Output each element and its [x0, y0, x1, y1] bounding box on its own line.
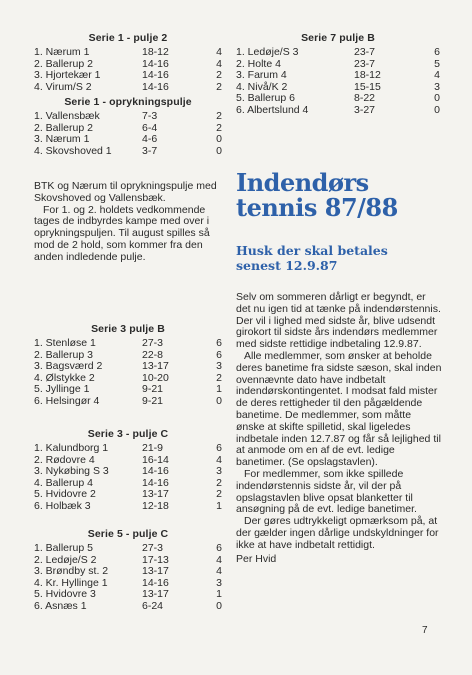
points: 3 [216, 465, 222, 478]
section-title: Serie 3 pulje B [91, 323, 165, 335]
score: 9-21 [142, 394, 164, 407]
team-name: 5. Hvidovre 2 [34, 488, 96, 501]
article-paragraph: Selv om sommeren dårligt er begyndt, er det nu igen tid at tænke på indendørstennis. Der vil i lighed med sidste år, blive udsendt girokort til sidste års indendørs medlemmer med sidste rettidige indbetaling 12.9.87. [236, 291, 441, 351]
team-name: 1. Ledøje/S 3 [236, 46, 299, 58]
score: 6-4 [142, 121, 158, 134]
team-name: 4. Nivå/K 2 [236, 80, 288, 93]
points: 2 [216, 110, 222, 122]
score: 27-3 [142, 542, 164, 554]
points: 4 [216, 565, 222, 578]
score: 22-8 [142, 348, 164, 361]
table-row [34, 501, 222, 513]
table-row [34, 82, 222, 94]
team-name: 3. Nærum 1 [34, 133, 90, 146]
score: 27-3 [142, 337, 164, 349]
score: 4-6 [142, 133, 158, 146]
score: 8-22 [354, 92, 376, 105]
standings-serie3-puljeB [34, 323, 222, 408]
score: 10-20 [142, 371, 169, 384]
table-row [34, 338, 222, 350]
table-row [236, 47, 440, 59]
points: 2 [216, 488, 222, 501]
score: 21-9 [142, 442, 164, 454]
article-paragraph: For medlemmer, som ikke spillede indendørstennis sidste år, vil der på opslagstavlen blive opsat blanketter til ansøgning på de evt. ledige banetimer. [236, 467, 417, 516]
subhead-line: senest 12.9.87 [236, 258, 338, 273]
team-name: 6. Helsingør 4 [34, 394, 100, 407]
table-row [236, 105, 440, 117]
article-paragraph: Der gøres udtrykkeligt opmærksom på, at der gælder ingen dårlige undskyldninger for ikke at have indbetalt rettidigt. [236, 515, 439, 551]
section-title: Serie 3 - pulje C [87, 428, 169, 440]
points: 4 [216, 57, 222, 70]
score: 23-7 [354, 57, 376, 70]
points: 6 [216, 442, 222, 454]
score: 6-24 [142, 599, 164, 612]
points: 0 [434, 103, 440, 116]
standings-table [34, 47, 222, 93]
score: 16-14 [142, 453, 169, 466]
team-name: 2. Holte 4 [236, 57, 281, 70]
points: 0 [216, 133, 222, 146]
team-name: 2. Ballerup 3 [34, 348, 93, 361]
standings-serie3-puljeC [34, 428, 222, 513]
points: 0 [216, 599, 222, 612]
points: 3 [216, 576, 222, 589]
score: 17-13 [142, 553, 169, 566]
table-row [34, 396, 222, 408]
table-row [34, 601, 222, 613]
subhead-line: Husk der skal betales [236, 243, 388, 258]
score: 3-7 [142, 144, 158, 157]
team-name: 2. Ballerup 2 [34, 121, 93, 134]
points: 6 [434, 46, 440, 58]
score: 13-17 [142, 565, 169, 578]
points: 2 [216, 121, 222, 134]
team-name: 4. Virum/S 2 [34, 80, 92, 93]
author-signature: Per Hvid [236, 552, 277, 565]
points: 0 [434, 92, 440, 105]
team-name: 1. Stenløse 1 [34, 337, 96, 349]
standings-table [34, 443, 222, 513]
score: 13-17 [142, 488, 169, 501]
note-block [34, 181, 222, 264]
score: 14-16 [142, 80, 169, 93]
team-name: 3. Brøndby st. 2 [34, 565, 109, 578]
score: 12-18 [142, 499, 169, 512]
score: 9-21 [142, 383, 164, 396]
points: 1 [216, 588, 222, 601]
team-name: 6. Albertslund 4 [236, 103, 309, 116]
table-row [34, 443, 222, 455]
table-row [34, 146, 222, 158]
points: 0 [216, 144, 222, 157]
standings-table [34, 338, 222, 408]
team-name: 2. Ballerup 2 [34, 57, 93, 70]
team-name: 5. Hvidovre 3 [34, 588, 96, 601]
score: 18-12 [354, 69, 381, 82]
team-name: 6. Holbæk 3 [34, 499, 91, 512]
section-title: Serie 7 pulje B [301, 32, 375, 44]
note-paragraph: For 1. og 2. holdets vedkommende tages de indbyrdes kampe med over i oprykningspuljen. Til august spilles så mod de 2 hold, som kommer fra den anden indledende pulje. [34, 203, 210, 263]
article-body [236, 292, 442, 565]
points: 2 [216, 80, 222, 93]
team-name: 4. Kr. Hyllinge 1 [34, 576, 108, 589]
score: 3-27 [354, 103, 376, 116]
article-paragraph: Alle medlemmer, som ønsker at beholde deres banetime fra sidste sæson, skal inden ovennævnte dato have indbetalt indendørskontingentet. I modsat fald mister de deres rettigheder til den pågældende banetime. De medlemmer, som måtte ønske at skifte spilletid, skal ligeledes indbetale inden 12.7.87 og får så lejlighed til at anmode om en af de evt. ledige banetimer. (Se opslagstavlen). [236, 349, 442, 469]
team-name: 2. Rødovre 4 [34, 453, 95, 466]
team-name: 5. Ballerup 6 [236, 92, 295, 105]
article-subheading [236, 243, 388, 273]
score: 14-16 [142, 57, 169, 70]
points: 4 [216, 553, 222, 566]
points: 6 [216, 348, 222, 361]
team-name: 1. Vallensbæk [34, 110, 100, 122]
points: 6 [216, 542, 222, 554]
section-title: Serie 1 - pulje 2 [88, 32, 168, 44]
points: 6 [216, 337, 222, 349]
standings-table [34, 111, 222, 157]
standings-serie7-puljeB [236, 32, 440, 117]
team-name: 2. Ledøje/S 2 [34, 553, 97, 566]
note-paragraph: BTK og Nærum til oprykningspulje med Skovshoved og Vallensbæk. [34, 180, 217, 204]
standings-serie5-puljeC [34, 528, 222, 613]
team-name: 4. Skovshoved 1 [34, 144, 112, 157]
points: 4 [216, 453, 222, 466]
headline-line: tennis 87/88 [236, 193, 398, 222]
points: 1 [216, 499, 222, 512]
table-row [34, 111, 222, 123]
score: 13-17 [142, 588, 169, 601]
score: 15-15 [354, 80, 381, 93]
team-name: 4. Ølstykke 2 [34, 371, 95, 384]
points: 3 [216, 360, 222, 373]
article-headline [236, 170, 398, 220]
score: 14-16 [142, 465, 169, 478]
score: 14-16 [142, 576, 169, 589]
points: 0 [216, 394, 222, 407]
score: 13-17 [142, 360, 169, 373]
standings-serie1-pulje2 [34, 32, 222, 93]
standings-table [236, 47, 440, 117]
score: 23-7 [354, 46, 376, 58]
table-row [34, 47, 222, 59]
standings-table [34, 543, 222, 613]
points: 4 [216, 46, 222, 58]
points: 2 [216, 476, 222, 489]
team-name: 4. Ballerup 4 [34, 476, 93, 489]
team-name: 1. Nærum 1 [34, 46, 90, 58]
team-name: 1. Ballerup 5 [34, 542, 93, 554]
team-name: 6. Asnæs 1 [34, 599, 87, 612]
team-name: 5. Jyllinge 1 [34, 383, 90, 396]
team-name: 3. Nykøbing S 3 [34, 465, 109, 478]
score: 14-16 [142, 476, 169, 489]
score: 18-12 [142, 46, 169, 58]
table-row [34, 543, 222, 555]
team-name: 3. Farum 4 [236, 69, 287, 82]
headline-line: Indendørs [236, 168, 369, 197]
points: 2 [216, 69, 222, 82]
section-title: Serie 5 - pulje C [87, 528, 169, 540]
team-name: 1. Kalundborg 1 [34, 442, 109, 454]
points: 2 [216, 371, 222, 384]
points: 1 [216, 383, 222, 396]
score: 7-3 [142, 110, 158, 122]
team-name: 3. Hjortekær 1 [34, 69, 101, 82]
points: 4 [434, 69, 440, 82]
team-name: 3. Bagsværd 2 [34, 360, 103, 373]
section-title: Serie 1 - oprykningspulje [64, 96, 192, 108]
page-number: 7 [422, 625, 428, 636]
points: 3 [434, 80, 440, 93]
score: 14-16 [142, 69, 169, 82]
points: 5 [434, 57, 440, 70]
standings-serie1-oprykningspulje [34, 96, 222, 157]
